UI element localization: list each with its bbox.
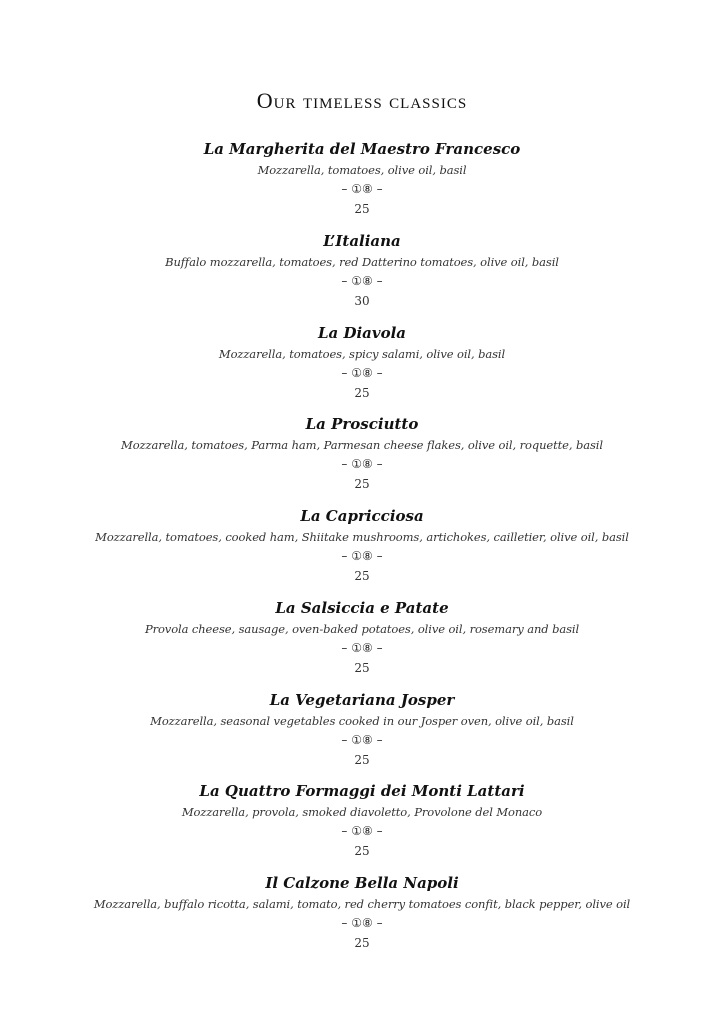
item-price: 25 [354,477,370,492]
item-description: Provola cheese, sausage, oven-baked potatoes, olive oil, rosemary and basil [144,621,580,636]
allergen-codes: – ①⑧ – [341,732,383,747]
menu-item [0,780,724,872]
allergen-codes: – ①⑧ – [341,916,383,930]
item-description: Mozzarella, provola, smoked diavoletto, Provolone del Monaco [181,805,543,820]
item-price: 25 [354,660,370,675]
item-price: 25 [354,844,370,859]
item-description: Mozzarella, tomatoes, olive oil, basil [257,163,467,177]
item-name: La Quattro Formaggi dei Monti Lattari [199,782,525,801]
menu-item [0,322,724,414]
allergen-codes: – ①⑧ – [341,549,383,563]
item-description: Mozzarella, seasonal vegetables cooked in our Josper oven, olive oil, basil [150,713,574,728]
item-name: L’Italiana [323,231,401,250]
item-name: La Prosciutto [305,415,419,434]
item-name: La Diavola [317,323,407,342]
item-description: Buffalo mozzarella, tomatoes, red Datterino tomatoes, olive oil, basil [165,254,559,269]
menu-item [0,505,724,597]
item-price: 25 [354,569,370,583]
item-description: Mozzarella, tomatoes, cooked ham, Shiitake mushrooms, artichokes, cailletier, olive oil, basil [95,530,629,544]
item-description: Mozzarella, tomatoes, spicy salami, olive oil, basil [218,346,506,361]
menu-item [0,413,724,505]
item-price: 25 [354,385,370,400]
allergen-codes: – ①⑧ – [341,824,383,839]
menu-item [0,689,724,781]
menu-item [0,230,724,322]
item-price: 25 [354,752,370,767]
item-name: La Salsiccia e Patate [275,598,449,617]
allergen-codes: – ①⑧ – [341,640,383,655]
allergen-codes: – ①⑧ – [341,457,383,472]
section-title: Our timeless classics [256,88,468,113]
item-name: La Capricciosa [300,507,424,525]
allergen-codes: – ①⑧ – [341,182,383,196]
item-description: Mozzarella, buffalo ricotta, salami, tomato, red cherry tomatoes confit, black pepper, olive oil [93,897,631,911]
menu-item [0,597,724,689]
menu-item [0,872,724,964]
item-name: La Vegetariana Josper [269,690,455,709]
item-price: 25 [354,202,370,216]
item-name: La Margherita del Maestro Francesco [203,140,521,158]
allergen-codes: – ①⑧ – [341,365,383,380]
menu-list [0,138,724,964]
item-name: Il Calzone Bella Napoli [265,874,459,892]
item-price: 30 [354,293,370,308]
allergen-codes: – ①⑧ – [341,273,383,288]
menu-item [0,138,724,230]
item-description: Mozzarella, tomatoes, Parma ham, Parmesan cheese flakes, olive oil, roquette, basil [121,438,603,453]
item-price: 25 [354,936,370,950]
